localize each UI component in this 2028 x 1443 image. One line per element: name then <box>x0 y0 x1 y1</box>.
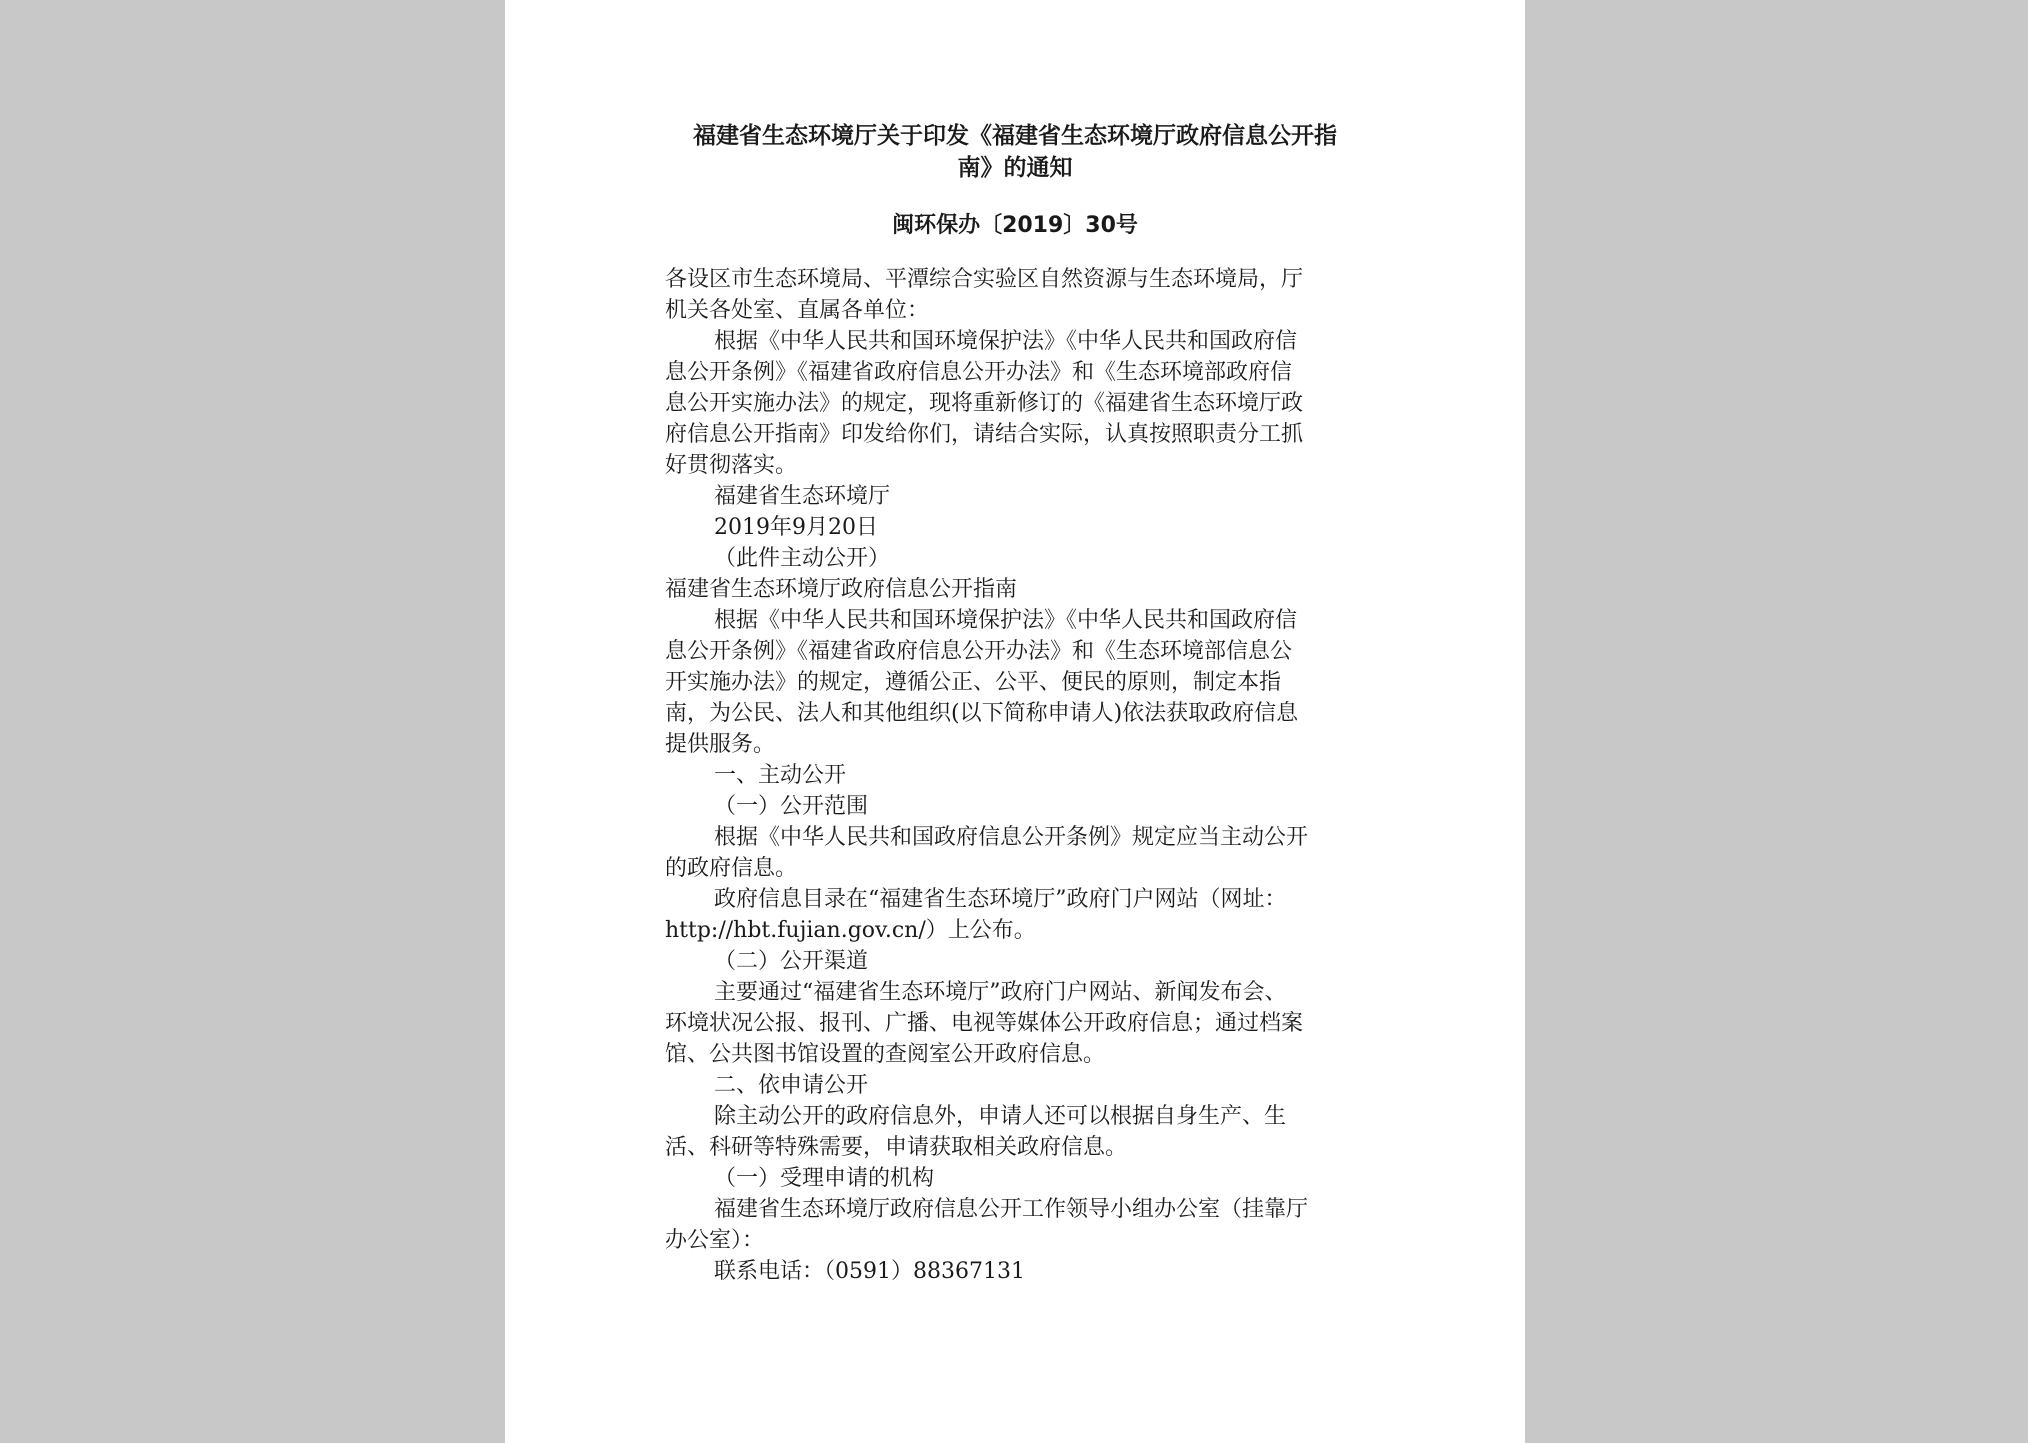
body-line: 提供服务。 <box>665 732 776 757</box>
body-line: 息公开条例》《福建省政府信息公开办法》和《生态环境部政府信 <box>665 360 1293 385</box>
body-line: 开实施办法》的规定，遵循公正、公平、便民的原则，制定本指 <box>665 670 1282 695</box>
body-line: 息公开条例》《福建省政府信息公开办法》和《生态环境部信息公 <box>665 639 1293 664</box>
body-line: 息公开实施办法》的规定，现将重新修订的《福建省生态环境厅政 <box>665 391 1304 416</box>
body-line: 南，为公民、法人和其他组织(以下简称申请人)依法获取政府信息 <box>665 701 1299 726</box>
body-line: 好贯彻落实。 <box>665 453 798 478</box>
body-line: 的政府信息。 <box>665 856 798 881</box>
body-line: 联系电话：（0591）88367131 <box>714 1259 1025 1284</box>
body-line: 除主动公开的政府信息外，申请人还可以根据自身生产、生 <box>714 1104 1287 1129</box>
body-line: （一）公开范围 <box>714 794 869 819</box>
document-title <box>665 120 1365 184</box>
body-line: 根据《中华人民共和国环境保护法》《中华人民共和国政府信 <box>714 329 1298 354</box>
body-line: 一、主动公开 <box>714 763 847 788</box>
body-line: （一）受理申请的机构 <box>714 1166 935 1191</box>
document-content <box>665 120 1365 1287</box>
body-line: 政府信息目录在“福建省生态环境厅”政府门户网站（网址： <box>714 887 1287 912</box>
body-line: 根据《中华人民共和国环境保护法》《中华人民共和国政府信 <box>714 608 1298 633</box>
body-line: 各设区市生态环境局、平潭综合实验区自然资源与生态环境局，厅 <box>665 267 1304 292</box>
body-line: 2019年9月20日 <box>714 515 878 540</box>
body-line: 馆、公共图书馆设置的查阅室公开政府信息。 <box>665 1042 1106 1067</box>
body-line: 环境状况公报、报刊、广播、电视等媒体公开政府信息；通过档案 <box>665 1011 1304 1036</box>
body-line: 活、科研等特殊需要，申请获取相关政府信息。 <box>665 1135 1128 1160</box>
body-line: 福建省生态环境厅政府信息公开工作领导小组办公室（挂靠厅 <box>714 1197 1309 1222</box>
title-line-1: 福建省生态环境厅关于印发《福建省生态环境厅政府信息公开指 <box>693 123 1337 149</box>
body-line: （此件主动公开） <box>714 546 891 571</box>
body-line: 主要通过“福建省生态环境厅”政府门户网站、新闻发布会、 <box>714 980 1287 1005</box>
body-line: 办公室）： <box>665 1228 765 1253</box>
body-line: 福建省生态环境厅政府信息公开指南 <box>665 577 1018 602</box>
document-body <box>665 264 1365 1287</box>
body-line: http://hbt.fujian.gov.cn/）上公布。 <box>665 918 1036 943</box>
body-line: 机关各处室、直属各单位： <box>665 298 930 323</box>
body-line: 福建省生态环境厅 <box>714 484 891 509</box>
title-line-2: 南》的通知 <box>957 155 1073 181</box>
body-line: 根据《中华人民共和国政府信息公开条例》规定应当主动公开 <box>714 825 1309 850</box>
document-number: 闽环保办〔2019〕30号 <box>892 213 1138 238</box>
body-line: 二、依申请公开 <box>714 1073 869 1098</box>
document-page <box>505 0 1525 1443</box>
body-line: 府信息公开指南》印发给你们，请结合实际，认真按照职责分工抓 <box>665 422 1304 447</box>
body-line: （二）公开渠道 <box>714 949 869 974</box>
